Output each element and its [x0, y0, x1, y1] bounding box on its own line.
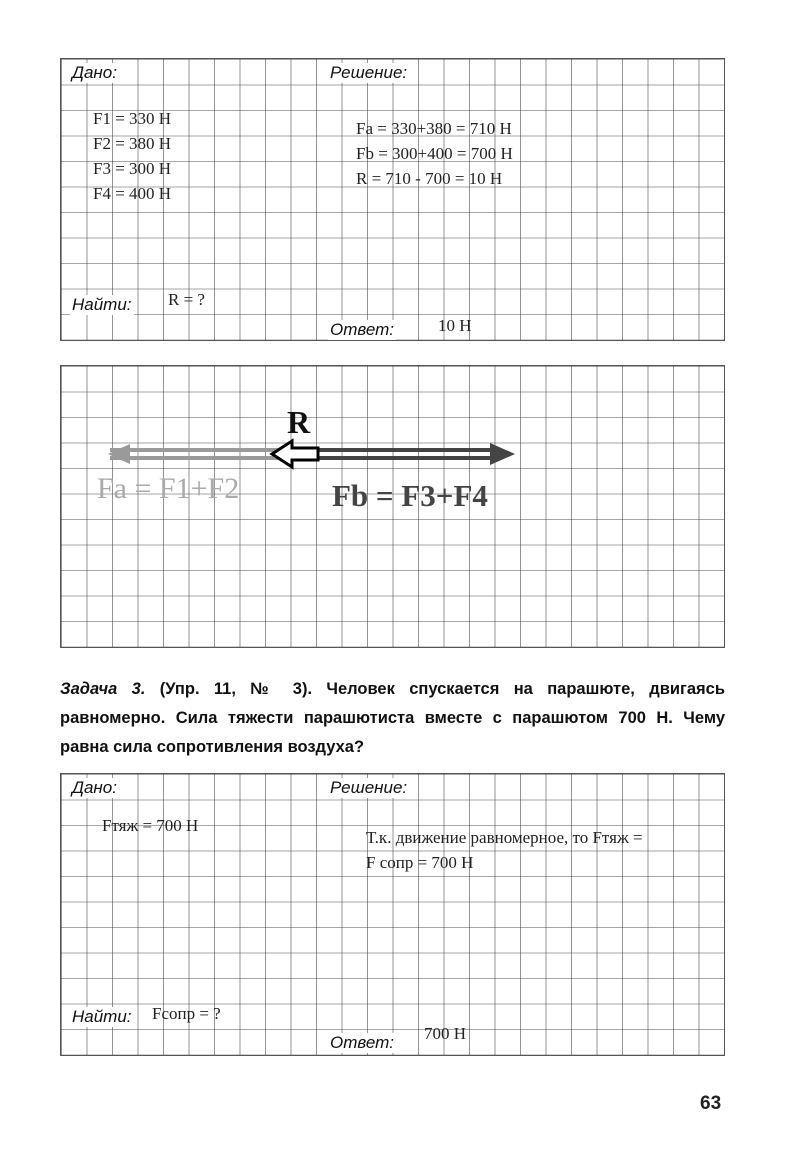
task3-solution-lines [366, 825, 643, 875]
solution-fa: Fa = 330+380 = 710 Н [356, 119, 512, 138]
fb-label: Fb = F3+F4 [332, 478, 488, 513]
solution-r: R = 710 - 700 = 10 Н [356, 169, 503, 188]
task2-solution-label: Решение: [330, 63, 408, 82]
task2-given-label: Дано: [72, 63, 117, 82]
task2-given-list [93, 106, 171, 206]
fa-arrow [108, 444, 290, 464]
task3-solution-line2: F сопр = 700 Н [366, 853, 474, 872]
task2-solution-lines [356, 116, 513, 191]
task3-find-label: Найти: [72, 1007, 132, 1026]
r-arrow [272, 441, 318, 467]
task3-given-value: Fтяж = 700 Н [102, 816, 199, 835]
task3-answer-label: Ответ: [330, 1033, 395, 1052]
fa-label: Fa = F1+F2 [97, 472, 240, 505]
task2-answer-value: 10 Н [438, 316, 472, 335]
page-number: 63 [700, 1093, 722, 1114]
task2-answer-label: Ответ: [330, 320, 395, 339]
given-f3: F3 = 300 Н [93, 159, 172, 178]
given-f4: F4 = 400 Н [93, 184, 172, 203]
task3-answer-value: 700 Н [424, 1024, 467, 1043]
task2-find-value: R = ? [168, 290, 205, 309]
vector-diagram [60, 365, 725, 648]
task3-given-label: Дано: [72, 778, 117, 797]
task3-text: (Упр. 11, № 3). Человек спускается на парашюте, двигаясь равномерно. Сила тяжести парашютиста вместе с парашютом 700 Н. Чему равна сила сопротивления воздуха? [60, 680, 725, 756]
task2-find-label: Найти: [72, 295, 132, 314]
task3-find-value: Fсопр = ? [152, 1004, 221, 1023]
given-f2: F2 = 380 Н [93, 134, 172, 153]
r-label: R [287, 404, 311, 440]
solution-fb: Fb = 300+400 = 700 Н [356, 144, 513, 163]
task3-solution-label: Решение: [330, 778, 408, 797]
given-f1: F1 = 330 Н [93, 109, 172, 128]
task3-solution-line1: Т.к. движение равномерное, то Fтяж = [366, 828, 643, 847]
task3-title: Задача 3. [60, 680, 146, 698]
task3-statement [60, 675, 725, 762]
